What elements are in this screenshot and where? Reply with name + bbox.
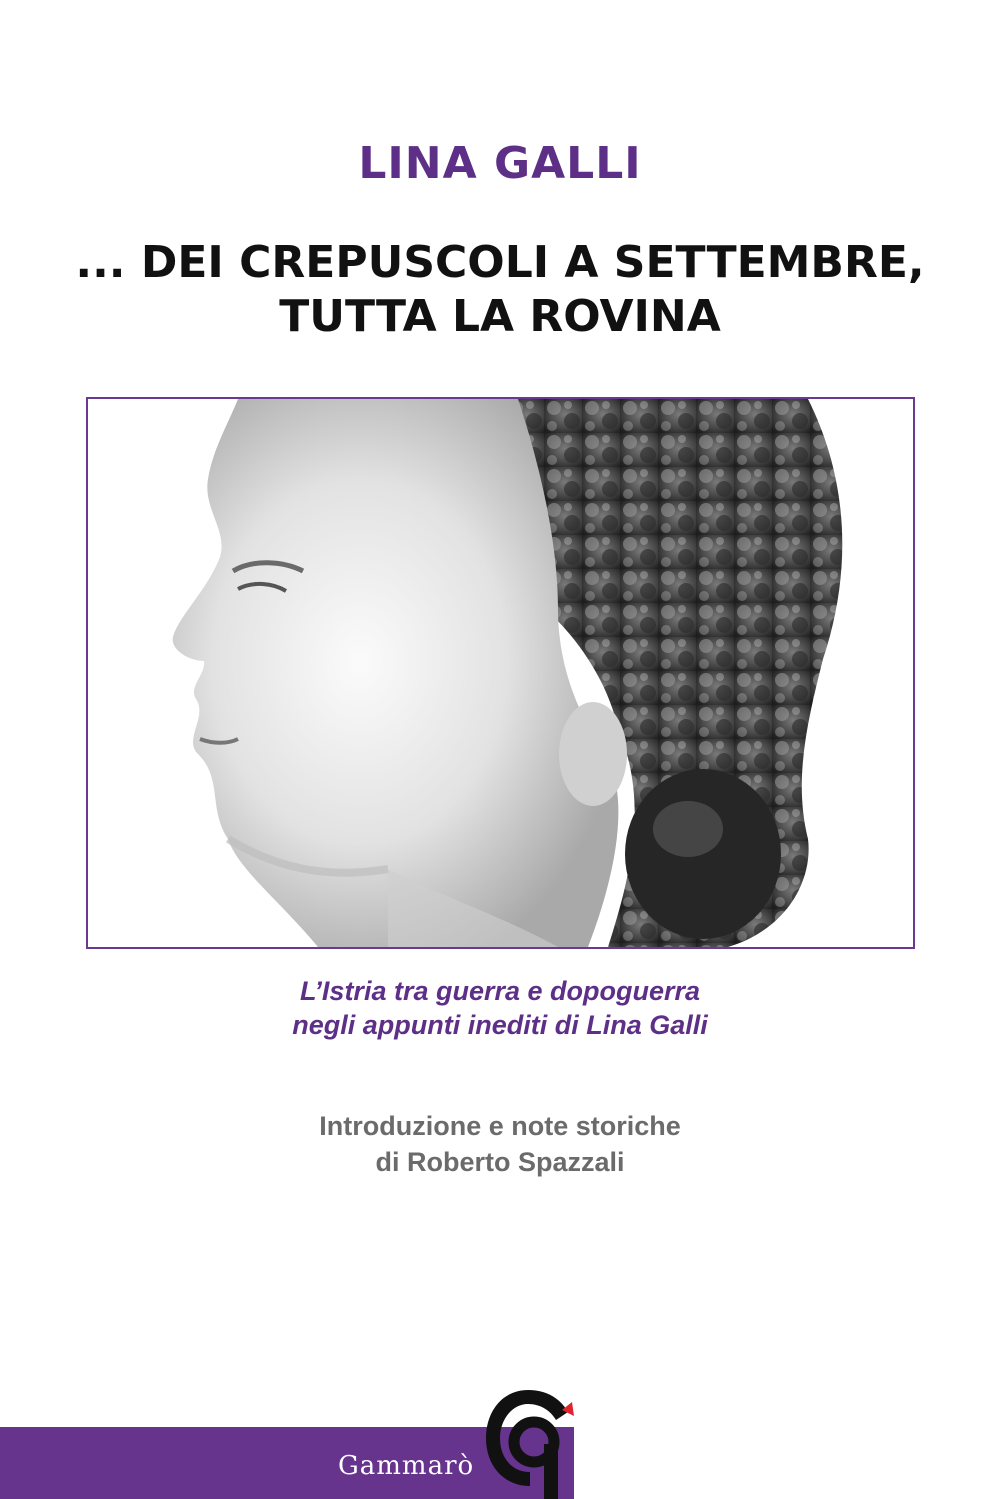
intro-line-2: di Roberto Spazzali [375, 1147, 625, 1177]
publisher-name: Gammarò [338, 1451, 475, 1481]
book-subtitle [0, 974, 1000, 1042]
title-line-1: ... DEI CREPUSCOLI A SETTEMBRE, [75, 237, 925, 288]
subtitle-line-1: L’Istria tra guerra e dopoguerra [299, 976, 701, 1006]
author-name: LINA GALLI [358, 138, 642, 189]
author-portrait-frame [86, 397, 915, 949]
book-title [30, 236, 970, 344]
title-line-2: TUTTA LA ROVINA [279, 291, 721, 342]
publisher-logo-icon [482, 1384, 574, 1499]
author-portrait [88, 399, 913, 947]
introduction-credit [0, 1108, 1000, 1180]
subtitle-line-2: negli appunti inediti di Lina Galli [292, 1010, 708, 1040]
intro-line-1: Introduzione e note storiche [319, 1111, 681, 1141]
